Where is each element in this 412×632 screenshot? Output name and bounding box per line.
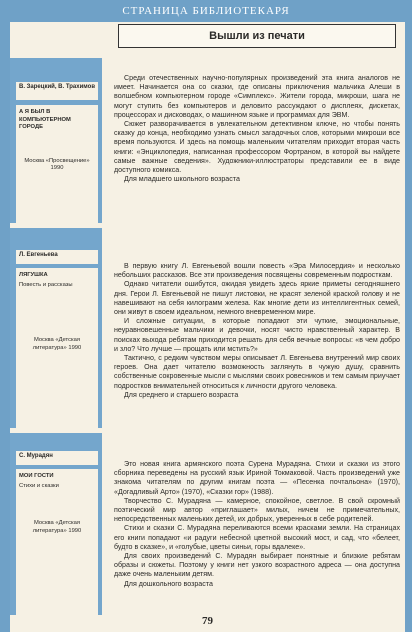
book-3-sidebar (10, 433, 102, 615)
book-2-publisher: Москва «Детская литература» 1990 (32, 337, 82, 351)
book-3-publisher: Москва «Детская литература» 1990 (32, 520, 82, 534)
book-2-author: Л. Евгеньева (16, 250, 98, 264)
section-header: СТРАНИЦА БИБЛИОТЕКАРЯ (0, 0, 412, 22)
book-1-info (16, 105, 98, 223)
book-1-paragraph: Среди отечественных научно-популярных произведений эта книга аналогов не имеет. Начинается она со сказки, где описаны приключения мальчика Алеши в волшебном компьютерном городе «Симплекс». Жители города, микроши, шага не могут ступить без компьютеров и деловито рассуждают о дисплеях, дискетах, процессорах и дисководах, о машинном языке и программах для ЭВМ. (114, 74, 400, 119)
book-3-paragraph: Творчество С. Мурадяна — камерное, спокойное, светлое. В свой скромный поэтический мир автор «приглашает» милых, ничем не примечательных, непосредственных маленьких детей, их добрых, уверенных в себе родителей. (114, 496, 400, 524)
book-2-info (16, 268, 98, 428)
book-2-title: ЛЯГУШКА (19, 272, 48, 278)
book-1-paragraph: Сюжет разворачивается в увлекательном детективном ключе, но чтобы понять сказку до конца, необходимо узнать смысл загадочных слов, которыми микроши все время пользуются. И здесь на помощь маленьким читателям приходит вторая часть книги: «Энциклопедия, написанная профессором Фортраном, в которой вы найдете самые важные сведения». Художники-иллюстраторы представили ее в виде доступного комикса. (114, 120, 400, 175)
book-3-paragraph: Стихи и сказки С. Мурадяна переливаются всеми красками земли. На страницах его книги попадают «и радуги небесной цветной высокий мост, и сад, что «белеет, будто в сказке», и «голубые, цветы синьи, горы вдалеке». (114, 524, 400, 551)
book-2-genre: Повесть и рассказы (19, 281, 73, 288)
book-1-audience: Для младшего школьного возраста (124, 175, 240, 184)
book-3-review (114, 460, 400, 589)
book-3-info (16, 469, 98, 615)
book-2-paragraph: В первую книгу Л. Евгеньевой вошли повесть «Эра Милосердия» и несколько небольших рассказов. Все эти произведения посвящены современным подросткам. (114, 262, 400, 280)
book-2-paragraph: Однако читатели ошибутся, ожидая увидеть здесь яркие приметы сегодняшнего дня. Герои Л. Евгеньевой не пишут листовки, не красят зеленой краской голову и не навешивают на себя килограмм железа. Как многие дети из интеллигентных семей, они живут в своем идеальном, немного вневременном мире. (114, 280, 400, 317)
page-headline: Вышли из печати (118, 24, 396, 48)
book-1-title: А Я БЫЛ В КОМПЬЮТЕРНОМ ГОРОДЕ (19, 109, 71, 130)
book-1-author: В. Зарецкий, В. Трахимов (16, 82, 98, 100)
book-1-review (114, 74, 400, 184)
page (10, 22, 405, 632)
book-3-genre: Стихи и сказки (19, 482, 59, 489)
book-3-title: МОИ ГОСТИ (19, 473, 54, 479)
book-2-sidebar (10, 228, 102, 428)
book-3-author: С. Мурадян (16, 451, 98, 465)
left-margin-band (0, 22, 10, 632)
book-2-paragraph: Тактично, с редким чувством меры описывает Л. Евгеньева внутренний мир своих героев. Она дает читателю возможность заглянуть в чужую душу, сравнить собственные сокровенные мысли с мыслями своих ровесников и тем самым приучает подростков внимательней относиться к личности другого человека. (114, 354, 400, 390)
right-margin-band (405, 22, 412, 632)
book-2-review (114, 262, 400, 400)
book-3-paragraph: Для своих произведений С. Мурадян выбирает понятные и близкие ребятам образы и сюжеты. Поэтому у книги нет узкого возрастного адреса — она доступна даже очень маленьким детям. (114, 552, 400, 579)
book-1-sidebar (10, 58, 102, 223)
page-number: 79 (202, 615, 213, 627)
book-2-paragraph: И сложные ситуации, в которые попадают эти чуткие, эмоциональные, неуравновешенные мальчики и девочки, носят чисто нравственный характер. В поисках выхода ребятам приходится решать для себя вечные вопросы: «в чем добро и зло? Что лучше — прощать или мстить?» (114, 317, 400, 353)
book-3-audience: Для дошкольного возраста (124, 579, 213, 588)
book-3-paragraph: Это новая книга армянского поэта Сурена Мурадяна. Стихи и сказки из этого сборника переведены на русский язык Ириной Токмаковой. Часть произведений уже знакома читателям по другим книгам поэта — «Песенка почтальона» (1970), «Догадливый Арто» (1970), «Сказки гор» (1988). (114, 460, 400, 496)
book-2-audience: Для среднего и старшего возраста (124, 390, 239, 399)
book-1-publisher: Москва «Просвещение» 1990 (24, 157, 90, 171)
